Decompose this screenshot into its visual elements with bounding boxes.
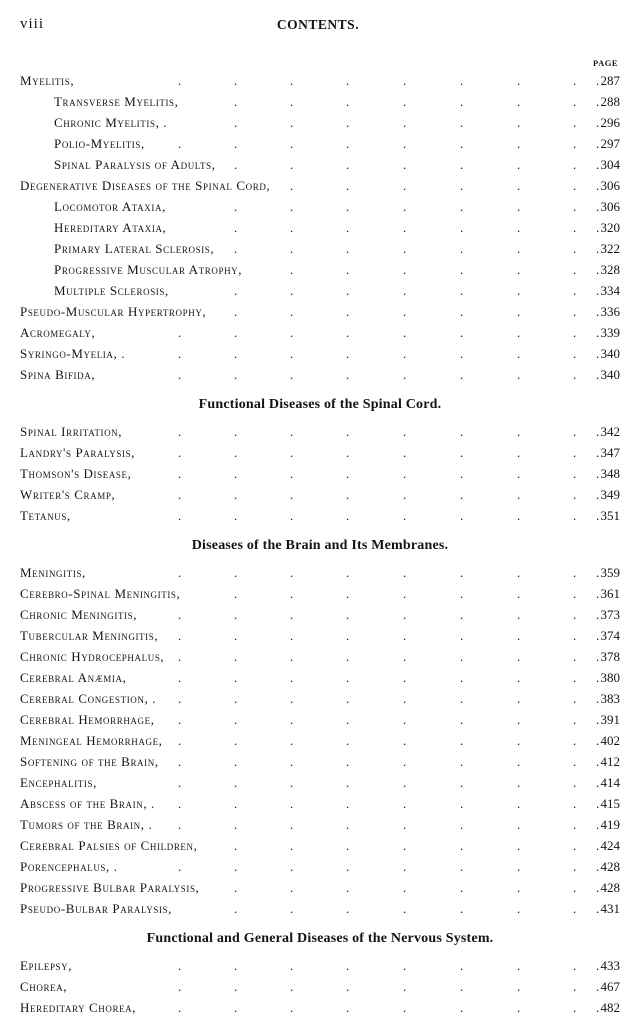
- toc-entry: [20, 997, 620, 1018]
- entry-page-number: 428: [600, 880, 620, 895]
- leader-dots: . . . . . . . . .: [178, 817, 600, 832]
- entry-title: Multiple Sclerosis,: [54, 283, 169, 298]
- entry-title: Spinal Paralysis of Adults,: [54, 157, 216, 172]
- entry-page-number: 424: [600, 838, 620, 853]
- entry-title: Tetanus,: [20, 508, 71, 523]
- toc-entry: [20, 364, 620, 385]
- entry-title: Pseudo-Muscular Hypertrophy,: [20, 304, 207, 319]
- entry-title: Cerebral Congestion, .: [20, 691, 157, 706]
- toc-entry: [20, 835, 620, 856]
- entry-title: Syringo-Myelia, .: [20, 346, 126, 361]
- toc-entry: [20, 898, 620, 919]
- leader-dots: . . . . . . . . .: [178, 1000, 600, 1015]
- toc-entry: [20, 583, 620, 604]
- toc-entry: [20, 196, 620, 217]
- entry-title: Hereditary Ataxia,: [54, 220, 167, 235]
- toc-entry: [20, 955, 620, 976]
- entry-title: Abscess of the Brain, .: [20, 796, 155, 811]
- leader-dots: . . . . . . . . .: [178, 958, 600, 973]
- leader-dots: . . . . . . . . .: [178, 628, 600, 643]
- entry-page-number: 336: [600, 304, 620, 319]
- entry-page-number: 340: [600, 346, 620, 361]
- entry-title: Pseudo-Bulbar Paralysis,: [20, 901, 172, 916]
- entry-title: Acromegaly,: [20, 325, 96, 340]
- entry-page-number: 402: [600, 733, 620, 748]
- leader-dots: . . . . . . . .: [234, 838, 600, 853]
- entry-page-number: 340: [600, 367, 620, 382]
- entry-title: Primary Lateral Sclerosis,: [54, 241, 215, 256]
- page-number: viii: [20, 16, 45, 32]
- entry-page-number: 428: [600, 859, 620, 874]
- leader-dots: . . . . . . . .: [234, 586, 600, 601]
- toc-entry: [20, 505, 620, 526]
- section-heading: Functional and General Diseases of the Nervous System.: [146, 931, 494, 946]
- toc-entry: [20, 112, 620, 133]
- entry-page-number: 412: [600, 754, 620, 769]
- toc-entry: [20, 646, 620, 667]
- toc-entry: [20, 259, 620, 280]
- entry-title: Locomotor Ataxia,: [54, 199, 166, 214]
- leader-dots: . . . . . . .: [290, 262, 600, 277]
- toc-entry: [20, 772, 620, 793]
- entry-title: Cerebral Hemorrhage,: [20, 712, 155, 727]
- toc-entry: [20, 709, 620, 730]
- toc-entry: [20, 751, 620, 772]
- toc-entry: [20, 280, 620, 301]
- leader-dots: . . . . . . . .: [234, 220, 600, 235]
- leader-dots: . . . . . . . . .: [178, 754, 600, 769]
- toc-entry: [20, 856, 620, 877]
- toc-entry: [20, 484, 620, 505]
- toc-entry: [20, 442, 620, 463]
- entry-page-number: 419: [600, 817, 620, 832]
- toc-entry: [20, 814, 620, 835]
- entry-title: Transverse Myelitis,: [54, 94, 179, 109]
- entry-page-number: 378: [600, 649, 620, 664]
- leader-dots: . . . . . . . . .: [178, 367, 600, 382]
- entry-title: Degenerative Diseases of the Spinal Cord,: [20, 178, 271, 193]
- entry-title: Tubercular Meningitis,: [20, 628, 159, 643]
- toc-entry: [20, 322, 620, 343]
- entry-title: Spinal Irritation,: [20, 424, 123, 439]
- leader-dots: . . . . . . .: [290, 178, 600, 193]
- toc-entry: [20, 217, 620, 238]
- entry-title: Meningitis,: [20, 565, 86, 580]
- entry-page-number: 306: [600, 199, 620, 214]
- toc-entry: [20, 793, 620, 814]
- entry-page-number: 431: [600, 901, 620, 916]
- leader-dots: . . . . . . . . .: [178, 445, 600, 460]
- entry-page-number: 373: [600, 607, 620, 622]
- entry-page-number: 322: [600, 241, 620, 256]
- entry-page-number: 380: [600, 670, 620, 685]
- leader-dots: . . . . . . . . .: [178, 859, 600, 874]
- entry-page-number: 482: [600, 1000, 620, 1015]
- toc-entry: [20, 238, 620, 259]
- entry-page-number: 304: [600, 157, 620, 172]
- toc-entry: [20, 877, 620, 898]
- entry-page-number: 391: [600, 712, 620, 727]
- leader-dots: . . . . . . . . .: [178, 979, 600, 994]
- toc-entry: [20, 343, 620, 364]
- leader-dots: . . . . . . . .: [234, 115, 600, 130]
- leader-dots: . . . . . . . . .: [178, 691, 600, 706]
- entry-title: Thomson's Disease,: [20, 466, 132, 481]
- toc-entry: [20, 625, 620, 646]
- entry-title: Chronic Meningitis,: [20, 607, 138, 622]
- leader-dots: . . . . . . . . .: [178, 508, 600, 523]
- entry-page-number: 320: [600, 220, 620, 235]
- entry-title: Softening of the Brain,: [20, 754, 159, 769]
- leader-dots: . . . . . . . . .: [178, 136, 600, 151]
- page-column-label: PAGE: [593, 58, 618, 68]
- toc-entry: [20, 730, 620, 751]
- leader-dots: . . . . . . . . .: [178, 424, 600, 439]
- entry-page-number: 359: [600, 565, 620, 580]
- leader-dots: . . . . . . . . .: [178, 73, 600, 88]
- entry-page-number: 361: [600, 586, 620, 601]
- entry-page-number: 297: [600, 136, 620, 151]
- entry-title: Polio-Myelitis,: [54, 136, 145, 151]
- entry-title: Progressive Bulbar Paralysis,: [20, 880, 200, 895]
- page-title: CONTENTS.: [276, 17, 360, 32]
- toc-entry: [20, 70, 620, 91]
- section-heading: Functional Diseases of the Spinal Cord.: [198, 397, 442, 412]
- toc-entry: [20, 976, 620, 997]
- leader-dots: . . . . . . . . .: [178, 670, 600, 685]
- entry-title: Epilepsy,: [20, 958, 73, 973]
- leader-dots: . . . . . . . . .: [178, 733, 600, 748]
- leader-dots: . . . . . . . . .: [178, 325, 600, 340]
- toc-entry: [20, 562, 620, 583]
- entry-page-number: 351: [600, 508, 620, 523]
- entry-page-number: 433: [600, 958, 620, 973]
- entry-title: Tumors of the Brain, .: [20, 817, 153, 832]
- leader-dots: . . . . . . . . .: [178, 796, 600, 811]
- leader-dots: . . . . . . . . .: [178, 565, 600, 580]
- entry-title: Progressive Muscular Atrophy,: [54, 262, 243, 277]
- leader-dots: . . . . . . . .: [234, 283, 600, 298]
- leader-dots: . . . . . . . .: [234, 304, 600, 319]
- entry-page-number: 334: [600, 283, 620, 298]
- entry-page-number: 328: [600, 262, 620, 277]
- leader-dots: . . . . . . . . .: [178, 712, 600, 727]
- toc-entry: [20, 604, 620, 625]
- toc-entry: [20, 421, 620, 442]
- leader-dots: . . . . . . . .: [234, 241, 600, 256]
- entry-title: Chronic Hydrocephalus,: [20, 649, 165, 664]
- leader-dots: . . . . . . . . .: [178, 775, 600, 790]
- entry-page-number: 296: [600, 115, 620, 130]
- toc-entry: [20, 463, 620, 484]
- toc-entry: [20, 91, 620, 112]
- leader-dots: . . . . . . . .: [234, 94, 600, 109]
- entry-title: Writer's Cramp,: [20, 487, 116, 502]
- leader-dots: . . . . . . . . .: [178, 466, 600, 481]
- entry-page-number: 383: [600, 691, 620, 706]
- toc-entry: [20, 154, 620, 175]
- entry-title: Landry's Paralysis,: [20, 445, 136, 460]
- entry-page-number: 415: [600, 796, 620, 811]
- entry-page-number: 287: [600, 73, 620, 88]
- toc-entry: [20, 133, 620, 154]
- entry-page-number: 348: [600, 466, 620, 481]
- table-of-contents: [20, 70, 620, 1018]
- entry-page-number: 339: [600, 325, 620, 340]
- leader-dots: . . . . . . . .: [234, 901, 600, 916]
- entry-page-number: 349: [600, 487, 620, 502]
- entry-title: Cerebral Anæmia,: [20, 670, 127, 685]
- entry-page-number: 288: [600, 94, 620, 109]
- entry-page-number: 374: [600, 628, 620, 643]
- toc-entry: [20, 667, 620, 688]
- leader-dots: . . . . . . . .: [234, 157, 600, 172]
- leader-dots: . . . . . . . . .: [178, 346, 600, 361]
- entry-title: Meningeal Hemorrhage,: [20, 733, 163, 748]
- entry-page-number: 467: [600, 979, 620, 994]
- entry-title: Encephalitis,: [20, 775, 97, 790]
- entry-page-number: 342: [600, 424, 620, 439]
- leader-dots: . . . . . . . . .: [178, 487, 600, 502]
- entry-title: Cerebral Palsies of Children,: [20, 838, 198, 853]
- leader-dots: . . . . . . . .: [234, 199, 600, 214]
- entry-page-number: 306: [600, 178, 620, 193]
- entry-title: Hereditary Chorea,: [20, 1000, 137, 1015]
- entry-title: Myelitis,: [20, 73, 75, 88]
- leader-dots: . . . . . . . . .: [178, 649, 600, 664]
- entry-title: Spina Bifida,: [20, 367, 96, 382]
- entry-title: Chorea,: [20, 979, 68, 994]
- section-heading: Diseases of the Brain and Its Membranes.: [191, 538, 449, 553]
- toc-entry: [20, 301, 620, 322]
- entry-title: Cerebro-Spinal Meningitis,: [20, 586, 181, 601]
- leader-dots: . . . . . . . . .: [178, 607, 600, 622]
- leader-dots: . . . . . . . .: [234, 880, 600, 895]
- entry-page-number: 347: [600, 445, 620, 460]
- entry-title: Chronic Myelitis, .: [54, 115, 168, 130]
- entry-title: Porencephalus, .: [20, 859, 118, 874]
- toc-entry: [20, 175, 620, 196]
- toc-entry: [20, 688, 620, 709]
- entry-page-number: 414: [600, 775, 620, 790]
